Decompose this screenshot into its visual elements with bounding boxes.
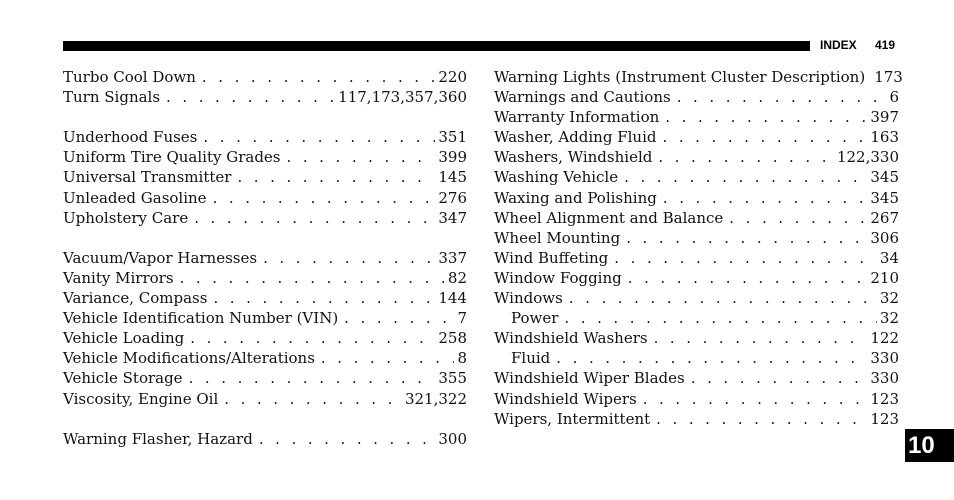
- index-entry: [494, 228, 899, 248]
- index-term: Vehicle Storage: [63, 369, 183, 388]
- index-entry: [63, 348, 467, 368]
- index-term: Vehicle Identification Number (VIN): [63, 309, 339, 328]
- index-entry: [494, 328, 899, 348]
- page-reference: 210: [870, 268, 899, 287]
- index-subentry: [494, 308, 899, 328]
- index-entry: [494, 208, 899, 228]
- page-reference: 8: [457, 349, 467, 368]
- index-entry: [63, 268, 467, 288]
- index-term: Fluid: [511, 349, 551, 368]
- index-term: Viscosity, Engine Oil: [63, 389, 219, 408]
- index-term: Turn Signals: [63, 88, 161, 107]
- page-reference: 347: [438, 208, 467, 227]
- index-term: Warning Lights (Instrument Cluster Description): [494, 68, 866, 86]
- dot-leader: [643, 389, 868, 409]
- dot-leader: [190, 328, 435, 348]
- page-reference: 267: [870, 208, 899, 227]
- chapter-tab: 10: [905, 429, 954, 462]
- index-term: Windows: [494, 289, 563, 308]
- index-term: Wheel Alignment and Balance: [494, 208, 724, 227]
- index-term: Windshield Wiper Blades: [494, 369, 685, 388]
- dot-leader: [564, 308, 877, 328]
- index-entry: [494, 248, 899, 268]
- index-term: Window Fogging: [494, 268, 622, 287]
- index-entry: [494, 188, 899, 208]
- dot-leader: [180, 268, 445, 288]
- page-reference: 123: [870, 409, 899, 428]
- dot-leader: [203, 127, 435, 147]
- page-reference: 345: [870, 168, 899, 187]
- index-group-gap: [63, 107, 467, 127]
- dot-leader: [729, 208, 867, 228]
- index-term: Power: [511, 309, 559, 328]
- index-subentry: [494, 348, 899, 368]
- page-reference: 7: [457, 309, 467, 328]
- index-entry: [494, 87, 899, 107]
- page-reference: 399: [438, 148, 467, 167]
- index-entry: [63, 368, 467, 388]
- dot-leader: [677, 87, 887, 107]
- dot-leader: [259, 429, 436, 449]
- index-entry: [494, 147, 899, 167]
- index-term: Turbo Cool Down: [63, 68, 196, 86]
- index-term: Vacuum/Vapor Harnesses: [63, 248, 258, 267]
- index-term: Wheel Mounting: [494, 228, 621, 247]
- dot-leader: [626, 228, 867, 248]
- dot-leader: [654, 328, 868, 348]
- page-reference: 145: [438, 168, 467, 187]
- index-term: Underhood Fuses: [63, 128, 198, 147]
- dot-leader: [213, 188, 436, 208]
- page-reference: 122: [870, 329, 899, 348]
- dot-leader: [663, 188, 868, 208]
- index-entry: [63, 147, 467, 167]
- index-term: Vehicle Modifications/Alterations: [63, 349, 315, 368]
- index-entry: [494, 409, 899, 429]
- dot-leader: [321, 348, 455, 368]
- index-group-gap: [63, 228, 467, 248]
- index-entry: [63, 188, 467, 208]
- page-reference: 276: [438, 188, 467, 207]
- index-entry: [494, 389, 899, 409]
- page-number: 419: [875, 38, 896, 52]
- index-entry: [63, 127, 467, 147]
- page-reference: 220: [438, 68, 467, 86]
- index-term: Windshield Wipers: [494, 389, 637, 408]
- page-reference: 300: [438, 429, 467, 448]
- dot-leader: [166, 87, 335, 107]
- page-reference: 258: [438, 329, 467, 348]
- page-reference: 32: [879, 289, 899, 308]
- index-entry: [494, 167, 899, 187]
- dot-leader: [213, 288, 435, 308]
- index-entry: [63, 87, 467, 107]
- index-entry: [63, 248, 467, 268]
- page-reference: 82: [447, 268, 467, 287]
- dot-leader: [237, 167, 435, 187]
- page-reference: 6: [889, 88, 899, 107]
- running-head-section: INDEX: [820, 38, 857, 52]
- page-reference: 337: [438, 248, 467, 267]
- index-term: Waxing and Polishing: [494, 188, 657, 207]
- index-entry: [494, 67, 903, 87]
- index-entry: [63, 67, 467, 87]
- index-term: Warning Flasher, Hazard: [63, 429, 253, 448]
- index-term: Unleaded Gasoline: [63, 188, 207, 207]
- page-reference: 351: [438, 128, 467, 147]
- index-entry: [494, 288, 899, 308]
- index-entry: [494, 127, 899, 147]
- index-term: Variance, Compass: [63, 289, 208, 308]
- index-term: Warnings and Cautions: [494, 88, 671, 107]
- index-entry: [494, 368, 899, 388]
- page-reference: 117,173,357,360: [338, 88, 467, 107]
- dot-leader: [263, 248, 435, 268]
- index-entry: [63, 308, 467, 328]
- index-term: Windshield Washers: [494, 329, 648, 348]
- index-term: Upholstery Care: [63, 208, 189, 227]
- dot-leader: [614, 248, 877, 268]
- page-reference: 144: [438, 289, 467, 308]
- page-reference: 163: [870, 128, 899, 147]
- index-term: Washers, Windshield: [494, 148, 653, 167]
- index-column-right: [494, 67, 903, 429]
- page-reference: 123: [870, 389, 899, 408]
- header-rule: [63, 41, 810, 51]
- index-term: Universal Transmitter: [63, 168, 232, 187]
- index-entry: [494, 268, 899, 288]
- dot-leader: [569, 288, 877, 308]
- page-reference: 330: [870, 349, 899, 368]
- page-reference: 397: [870, 108, 899, 127]
- dot-leader: [189, 368, 436, 388]
- index-term: Warranty Information: [494, 108, 660, 127]
- page-reference: 34: [879, 248, 899, 267]
- dot-leader: [656, 409, 867, 429]
- index-entry: [63, 328, 467, 348]
- index-group-gap: [63, 409, 467, 429]
- dot-leader: [202, 67, 435, 87]
- dot-leader: [665, 107, 867, 127]
- index-entry: [63, 167, 467, 187]
- dot-leader: [624, 167, 867, 187]
- index-term: Uniform Tire Quality Grades: [63, 148, 281, 167]
- index-term: Vehicle Loading: [63, 329, 185, 348]
- dot-leader: [662, 127, 867, 147]
- index-entry: [63, 389, 467, 409]
- page-reference: 122,330: [836, 148, 899, 167]
- page-reference: 321,322: [404, 389, 467, 408]
- index-entry: [63, 429, 467, 449]
- dot-leader: [628, 268, 868, 288]
- page-reference: 306: [870, 228, 899, 247]
- index-column-left: [63, 67, 467, 449]
- index-entry: [63, 208, 467, 228]
- dot-leader: [287, 147, 436, 167]
- index-entry: [494, 107, 899, 127]
- index-term: Vanity Mirrors: [63, 268, 174, 287]
- index-term: Washing Vehicle: [494, 168, 619, 187]
- dot-leader: [344, 308, 454, 328]
- index-term: Wipers, Intermittent: [494, 409, 651, 428]
- dot-leader: [556, 348, 867, 368]
- index-term: Washer, Adding Fluid: [494, 128, 657, 147]
- dot-leader: [194, 208, 435, 228]
- index-entry: [63, 288, 467, 308]
- index-term: Wind Buffeting: [494, 248, 609, 267]
- dot-leader: [658, 147, 834, 167]
- dot-leader: [691, 368, 868, 388]
- page-reference: 32: [879, 309, 899, 328]
- page-reference: 330: [870, 369, 899, 388]
- dot-leader: [224, 389, 402, 409]
- page-reference: 173: [874, 68, 903, 86]
- page-reference: 355: [438, 369, 467, 388]
- page-reference: 345: [870, 188, 899, 207]
